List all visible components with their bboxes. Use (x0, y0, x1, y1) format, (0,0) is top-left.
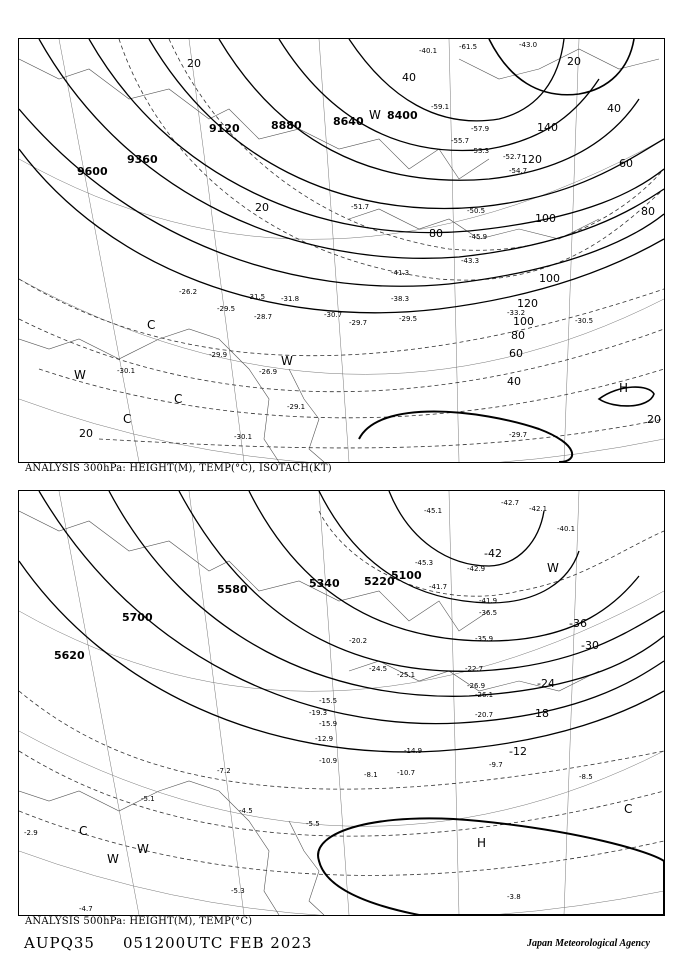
pressure-symbol: C (147, 318, 156, 332)
isotach-label: 100 (539, 272, 560, 285)
height-contours (19, 39, 664, 462)
isotach-label: 120 (521, 153, 542, 166)
caption-500hpa: ANALYSIS 500hPa: HEIGHT(M), TEMP(°C) (25, 916, 253, 927)
isotherm-label: -36 (569, 617, 587, 630)
isotach-label: 120 (517, 297, 538, 310)
temperature-label: -4.7 (79, 905, 93, 913)
chart-300hpa (18, 38, 665, 463)
pressure-symbol: W (74, 368, 86, 382)
isotach-label: 100 (535, 212, 556, 225)
chart-500hpa (18, 490, 665, 916)
temperature-label: -26.9 (259, 368, 278, 376)
pressure-symbol: C (174, 392, 183, 406)
temperature-label: -31.8 (281, 295, 300, 303)
height-label: 8880 (271, 119, 302, 132)
temperature-label: -29.7 (349, 319, 368, 327)
temperature-label: -30.5 (575, 317, 594, 325)
temperature-label: -26.2 (179, 288, 198, 296)
isotach-label: 100 (513, 315, 534, 328)
temperature-label: -29.7 (509, 431, 528, 439)
temperature-label: -54.7 (509, 167, 528, 175)
temperature-label: -10.9 (319, 757, 338, 765)
isotach-label: 80 (429, 227, 443, 240)
temperature-label: -55.7 (451, 137, 470, 145)
temperature-label: -26.1 (475, 691, 494, 699)
product-code: AUPQ35 (24, 934, 95, 952)
isotherm-label: -24 (537, 677, 555, 690)
temperature-label: -45.9 (469, 233, 488, 241)
temperature-label: -59.1 (431, 103, 450, 111)
caption-300hpa: ANALYSIS 300hPa: HEIGHT(M), TEMP(°C), ISOTACH(KT) (25, 463, 332, 474)
temperature-label: -42.7 (501, 499, 520, 507)
temperature-label: -38.3 (391, 295, 410, 303)
pressure-symbol: W (369, 108, 381, 122)
height-label: 9120 (209, 122, 240, 135)
height-label: 5700 (122, 611, 153, 624)
temperature-label: -30.1 (234, 433, 253, 441)
temperature-label: -29.1 (287, 403, 306, 411)
isotach-label: 80 (511, 329, 525, 342)
temperature-label: -43.0 (519, 41, 538, 49)
height-label: 5340 (309, 577, 340, 590)
valid-time: 051200UTC FEB 2023 (122, 934, 313, 952)
temperature-label: -29.5 (217, 305, 236, 313)
labels-500 (24, 499, 632, 913)
temperature-label: -45.1 (424, 507, 443, 515)
temperature-label: -29.9 (209, 351, 228, 359)
pressure-symbol: H (477, 836, 487, 850)
temperature-label: -30.7 (324, 311, 343, 319)
temperature-label: -8.1 (364, 771, 378, 779)
temperature-label: -26.9 (467, 682, 486, 690)
height-label: 9360 (127, 153, 158, 166)
temperature-label: -5.3 (231, 887, 245, 895)
pressure-symbol: W (547, 561, 559, 575)
temperature-label: -50.5 (467, 207, 486, 215)
isotach-label: 40 (507, 375, 521, 388)
temperature-label: -7.2 (217, 767, 231, 775)
isotach-label: 60 (509, 347, 523, 360)
temperature-label: -8.5 (579, 773, 593, 781)
temperature-label: -31.5 (247, 293, 266, 301)
isotach-label: 40 (402, 71, 416, 84)
temperature-label: -36.5 (479, 609, 498, 617)
isotach-label: 20 (187, 57, 201, 70)
height-label: 5220 (364, 575, 395, 588)
height-label: 5100 (391, 569, 422, 582)
coastline (19, 49, 659, 462)
temperature-label: -41.3 (391, 269, 410, 277)
temperature-label: -3.8 (507, 893, 521, 901)
temperature-label: -41.9 (479, 597, 498, 605)
temperature-label: -20.2 (349, 637, 368, 645)
temperature-label: -12.9 (315, 735, 334, 743)
temperature-label: -20.7 (475, 711, 494, 719)
temperature-label: -35.9 (475, 635, 494, 643)
pressure-symbol: C (79, 824, 88, 838)
height-label: 9600 (77, 165, 108, 178)
isotherm-label: -12 (509, 745, 527, 758)
isotach-label: 20 (567, 55, 581, 68)
temperature-label: -57.9 (471, 125, 490, 133)
pressure-symbol: C (123, 412, 132, 426)
temperature-label: -41.7 (429, 583, 448, 591)
temperature-label: -29.5 (399, 315, 418, 323)
temperature-label: -42.9 (467, 565, 486, 573)
isotach-label: 20 (79, 427, 93, 440)
temperature-label: -14.9 (404, 747, 423, 755)
isotach-label: 20 (647, 413, 661, 426)
product-footer (24, 934, 340, 952)
temperature-label: -33.2 (507, 309, 526, 317)
temperature-label: -9.7 (489, 761, 503, 769)
pressure-symbol: W (107, 852, 119, 866)
isotach-lines (19, 39, 664, 448)
isotach-label: 140 (537, 121, 558, 134)
temperature-label: -61.5 (459, 43, 478, 51)
isotherm-label: -30 (581, 639, 599, 652)
temperature-label: -52.7 (503, 153, 522, 161)
temperature-label: -51.7 (351, 203, 370, 211)
isotach-label: 80 (641, 205, 655, 218)
temperature-label: -40.1 (419, 47, 438, 55)
isotherm-label: -42 (484, 547, 502, 560)
isotach-label: 40 (607, 102, 621, 115)
agency-name: Japan Meteorological Agency (527, 938, 650, 949)
pressure-symbol: H (619, 381, 629, 395)
map-300hpa (19, 39, 664, 462)
temperature-label: -42.1 (529, 505, 548, 513)
height-label: 8400 (387, 109, 418, 122)
temperature-label: -19.3 (309, 709, 328, 717)
temperature-label: -40.1 (557, 525, 576, 533)
isotach-label: 60 (619, 157, 633, 170)
height-label: 5620 (54, 649, 85, 662)
temperature-label: -53.3 (471, 147, 490, 155)
labels-300 (74, 41, 661, 441)
temperature-label: -43.3 (461, 257, 480, 265)
temperature-label: -30.1 (117, 367, 136, 375)
temperature-label: -5.1 (141, 795, 155, 803)
isotach-label: 20 (255, 201, 269, 214)
isotherm-label: -18 (531, 707, 549, 720)
temperature-label: -45.3 (415, 559, 434, 567)
temperature-label: -25.1 (397, 671, 416, 679)
temperature-label: -15.9 (319, 720, 338, 728)
height-label: 5580 (217, 583, 248, 596)
temperature-label: -10.7 (397, 769, 416, 777)
temperature-label: -2.9 (24, 829, 38, 837)
temperature-label: -5.5 (306, 820, 320, 828)
temperature-label: -22.7 (465, 665, 484, 673)
pressure-symbol: C (624, 802, 633, 816)
temperature-label: -28.7 (254, 313, 273, 321)
pressure-symbol: W (281, 354, 293, 368)
map-500hpa (19, 491, 664, 915)
temperature-label: -15.5 (319, 697, 338, 705)
temperature-label: -4.5 (239, 807, 253, 815)
temperature-label: -24.5 (369, 665, 388, 673)
height-label: 8640 (333, 115, 364, 128)
pressure-symbol: W (137, 842, 149, 856)
